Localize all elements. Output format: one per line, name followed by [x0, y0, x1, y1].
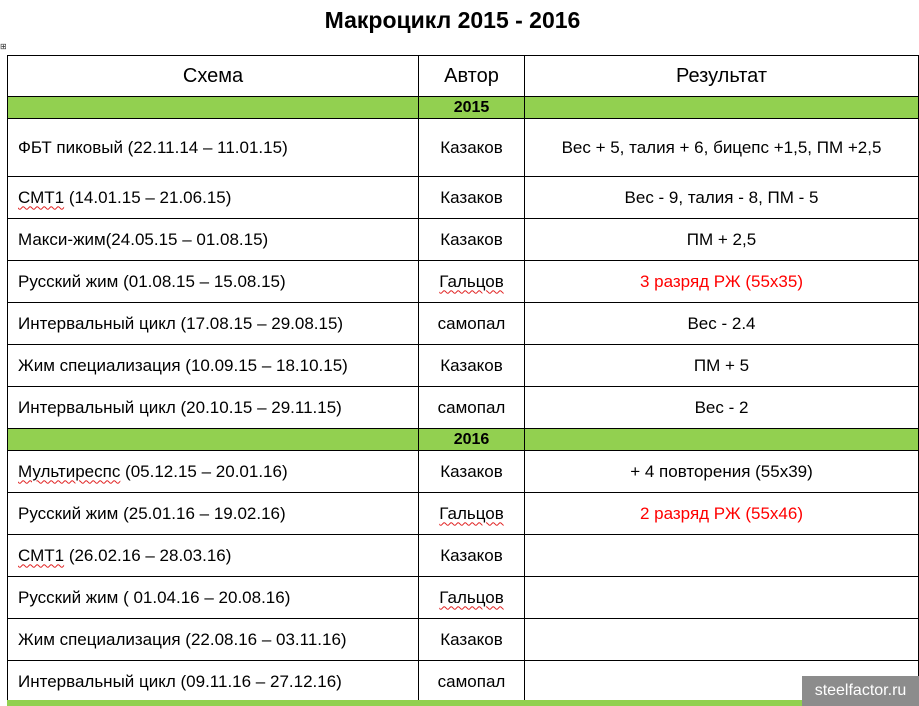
author-cell: самопал [419, 661, 525, 703]
spell-flag: СМТ1 [18, 187, 65, 207]
year-row-2015 [8, 97, 919, 119]
scheme-cell: Мультиреспс (05.12.15 – 20.01.16) [8, 451, 419, 493]
header-row [8, 56, 919, 97]
result-cell: 2 разряд РЖ (55х46) [525, 493, 919, 535]
author-cell [419, 577, 525, 619]
table-row [8, 577, 919, 619]
table-row [8, 619, 919, 661]
author-cell [419, 261, 525, 303]
author-cell [419, 493, 525, 535]
author-name: Гальцов [439, 587, 504, 607]
scheme-cell: Русский жим (01.08.15 – 15.08.15) [8, 261, 419, 303]
author-cell: Казаков [419, 177, 525, 219]
result-cell: Вес - 2.4 [525, 303, 919, 345]
scheme-cell: Интервальный цикл (17.08.15 – 29.08.15) [8, 303, 419, 345]
spell-flag: СМТ1 [18, 545, 65, 565]
result-cell [525, 577, 919, 619]
result-cell: Вес - 2 [525, 387, 919, 429]
year-row-2016 [8, 429, 919, 451]
author-cell: самопал [419, 303, 525, 345]
result-cell: Вес + 5, талия + 6, бицепс +1,5, ПМ +2,5 [525, 119, 919, 177]
page-title: Макроцикл 2015 - 2016 [324, 7, 581, 33]
scheme-cell: Русский жим (25.01.16 – 19.02.16) [8, 493, 419, 535]
scheme-cell: Жим специализация (10.09.15 – 18.10.15) [8, 345, 419, 387]
table-row [8, 303, 919, 345]
year-label-2015: 2015 [419, 97, 525, 119]
table-row [8, 261, 919, 303]
scheme-cell: Интервальный цикл (09.11.16 – 27.12.16) [8, 661, 419, 703]
year-label-2016: 2016 [419, 429, 525, 451]
result-cell: ПМ + 5 [525, 345, 919, 387]
author-cell: Казаков [419, 451, 525, 493]
table-row [8, 345, 919, 387]
spell-flag: Мультиреспс [18, 461, 121, 481]
result-cell: + 4 повторения (55х39) [525, 451, 919, 493]
scheme-cell: СМТ1 (26.02.16 – 28.03.16) [8, 535, 419, 577]
author-cell: Казаков [419, 345, 525, 387]
macrocycle-table [7, 55, 919, 702]
author-cell: Казаков [419, 219, 525, 261]
result-cell: Вес - 9, талия - 8, ПМ - 5 [525, 177, 919, 219]
next-year-band [7, 700, 918, 706]
author-cell: Казаков [419, 119, 525, 177]
table-row [8, 535, 919, 577]
table-row [8, 661, 919, 703]
watermark: steelfactor.ru [802, 676, 919, 706]
table-row [8, 387, 919, 429]
result-cell [525, 535, 919, 577]
author-name: Гальцов [439, 503, 504, 523]
result-cell [525, 619, 919, 661]
author-cell: Казаков [419, 535, 525, 577]
scheme-cell: Макси-жим(24.05.15 – 01.08.15) [8, 219, 419, 261]
move-handle-icon[interactable]: ⊞ [0, 42, 7, 51]
scheme-cell: Интервальный цикл (20.10.15 – 29.11.15) [8, 387, 419, 429]
header-scheme: Схема [8, 56, 419, 97]
author-name: Гальцов [439, 271, 504, 291]
scheme-cell: СМТ1 (14.01.15 – 21.06.15) [8, 177, 419, 219]
scheme-cell: Русский жим ( 01.04.16 – 20.08.16) [8, 577, 419, 619]
table-row [8, 119, 919, 177]
table-row [8, 451, 919, 493]
header-result: Результат [525, 56, 919, 97]
scheme-cell: ФБТ пиковый (22.11.14 – 11.01.15) [8, 119, 419, 177]
result-cell: 3 разряд РЖ (55х35) [525, 261, 919, 303]
author-cell: Казаков [419, 619, 525, 661]
author-cell: самопал [419, 387, 525, 429]
table-row [8, 177, 919, 219]
result-cell: ПМ + 2,5 [525, 219, 919, 261]
scheme-cell: Жим специализация (22.08.16 – 03.11.16) [8, 619, 419, 661]
header-author: Автор [419, 56, 525, 97]
table-row [8, 219, 919, 261]
table-row [8, 493, 919, 535]
